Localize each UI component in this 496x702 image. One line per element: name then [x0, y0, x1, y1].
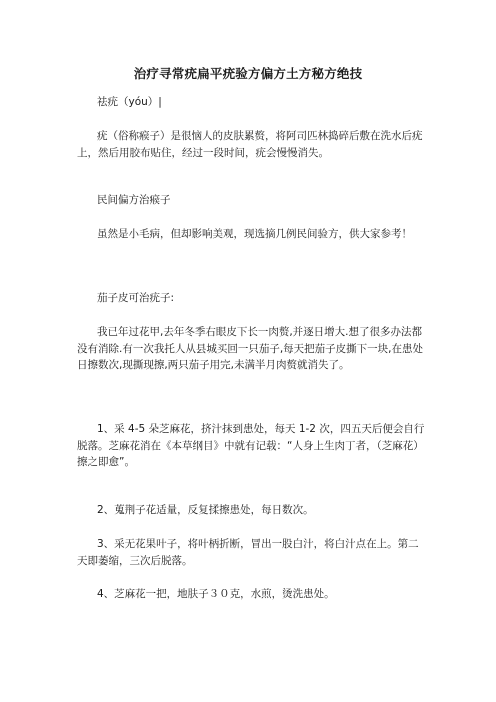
page-title: 治疗寻常疣扁平疣验方偏方土方秘方绝技 — [133, 66, 363, 81]
paragraph-eggplant: 我已年过花甲,去年冬季右眼皮下长一肉赘,并逐日增大.想了很多办法都没有消除.有一次我托人从县城买回一只茄子,每天把茄子皮撕下一块,在患处日擦数次,现撕现擦,两只茄子用完,未满半月肉赘就消失了。 — [77, 326, 424, 371]
paragraph-intro: 疣（俗称瘊子）是很恼人的皮肤累赘，将阿司匹林捣碎后敷在洗水后疣上，然后用胶布贴住，经过一段时间，疣会慢慢消失。 — [77, 130, 423, 159]
paragraph-folk-intro: 虽然是小毛病，但却影响美观，现选摘几例民间验方，供大家参考！ — [97, 228, 412, 240]
list-item: 3、采无花果叶子，将叶柄折断，冒出一股白汁，将白汁点在上。第二天即萎缩，三次后脱落。 — [77, 538, 419, 567]
list-item: 2、蒐荆子花适量，反复揉擦患处，每日数次。 — [97, 504, 314, 516]
list-item: 1、采 4-5 朵芝麻花，挤汁抹到患处，每天 1-2 次，四五天后便会自行脱落。芝麻花消在《本草纲目》中就有记载：“人身上生肉丁者，（芝麻花）擦之即愈”。 — [77, 423, 425, 468]
paragraph-pronunciation: 祛疣（yóu）| — [97, 96, 162, 108]
paragraph-heading-folk-remedy: 民间偏方治瘊子 — [97, 194, 171, 206]
paragraph-heading-eggplant: 茄子皮可治疣子: — [97, 292, 175, 304]
list-item: 4、芝麻花一把，地肤子３０克，水煎，烫洗患处。 — [97, 588, 335, 600]
